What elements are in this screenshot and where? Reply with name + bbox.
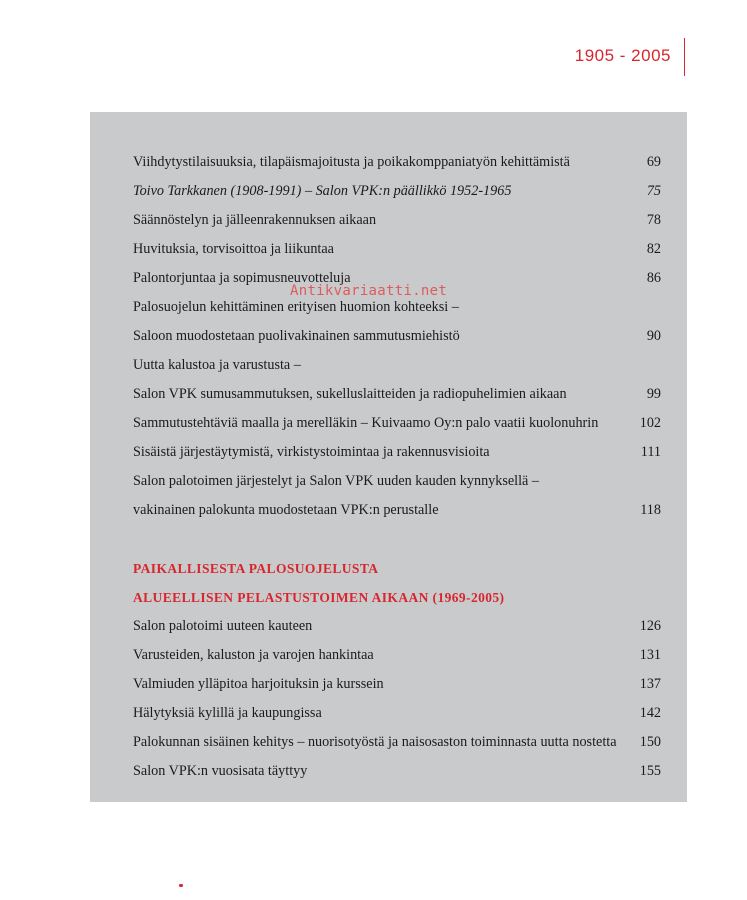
toc-entry	[133, 409, 661, 438]
toc-entry	[133, 148, 661, 177]
toc-entry-title: Palokunnan sisäinen kehitys – nuorisotyöstä ja naisosaston toiminnasta uutta nostetta	[133, 734, 617, 750]
toc-entry-page-number: 131	[639, 647, 661, 663]
toc-entry-page-number: 99	[646, 386, 661, 402]
section-heading-line-2: ALUEELLISEN PELASTUSTOIMEN AIKAAN (1969-2005)	[133, 590, 505, 605]
toc-entry	[133, 641, 661, 670]
toc-entry-title: Sisäistä järjestäytymistä, virkistystoimintaa ja rakennusvisioita	[133, 444, 490, 460]
toc-entry-title: Salon palotoimen järjestelyt ja Salon VPK uuden kauden kynnyksellä –	[133, 473, 539, 489]
toc-entry	[133, 757, 661, 786]
section-heading-line-1: PAIKALLISESTA PALOSUOJELUSTA	[133, 561, 379, 576]
toc-entry-page-number: 78	[646, 212, 661, 228]
toc-entry	[133, 322, 661, 351]
toc-entry-title: Palosuojelun kehittäminen erityisen huomion kohteeksi –	[133, 299, 459, 315]
toc-entry	[133, 351, 661, 380]
toc-entry-page-number: 142	[639, 705, 661, 721]
toc-entry	[133, 235, 661, 264]
toc-entry-title: Salon VPK:n vuosisata täyttyy	[133, 763, 308, 779]
toc-entry	[133, 612, 661, 641]
toc-entry-title: Valmiuden ylläpitoa harjoituksin ja kurssein	[133, 676, 384, 692]
toc-entry-title: Uutta kalustoa ja varustusta –	[133, 357, 301, 373]
toc-part-1	[133, 148, 661, 525]
toc-entry-title: Varusteiden, kaluston ja varojen hankintaa	[133, 647, 374, 663]
toc-entry-title: Saloon muodostetaan puolivakinainen sammutusmiehistö	[133, 328, 460, 344]
toc-entry-title: Palontorjuntaa ja sopimusneuvotteluja	[133, 270, 351, 286]
toc-entry	[133, 177, 661, 206]
toc-entry-title: Säännöstelyn ja jälleenrakennuksen aikaan	[133, 212, 377, 228]
toc-entry-page-number: 155	[639, 763, 661, 779]
toc-entry-title: Toivo Tarkkanen (1908-1991) – Salon VPK:n päällikkö 1952-1965	[133, 183, 512, 199]
toc-entry	[133, 467, 661, 496]
toc-entry	[133, 728, 661, 757]
toc-entry-page-number: 69	[646, 154, 661, 170]
toc-entry-page-number: 126	[639, 618, 661, 634]
toc-part-2	[133, 612, 661, 786]
toc-entry	[133, 699, 661, 728]
toc-entry-title: Huvituksia, torvisoittoa ja liikuntaa	[133, 241, 334, 257]
toc-entry	[133, 670, 661, 699]
toc-entry-page-number: 75	[646, 183, 661, 199]
toc-entry	[133, 380, 661, 409]
toc-entry-page-number: 111	[640, 444, 661, 460]
toc-entry-title: Salon VPK sumusammutuksen, sukelluslaitteiden ja radiopuhelimien aikaan	[133, 386, 567, 402]
toc-entry-title: Hälytyksiä kylillä ja kaupungissa	[133, 705, 322, 721]
toc-entry-title: vakinainen palokunta muodostetaan VPK:n perustalle	[133, 502, 439, 518]
toc-entry-title: Sammutustehtäviä maalla ja merelläkin – Kuivaamo Oy:n palo vaatii kuolonuhrin	[133, 415, 599, 431]
toc-entry	[133, 438, 661, 467]
section-spacer	[133, 525, 661, 554]
toc-entry	[133, 206, 661, 235]
toc-entry-title: Viihdytystilaisuuksia, tilapäismajoitusta ja poikakomppaniatyön kehittämistä	[133, 154, 570, 170]
toc-entry-page-number: 90	[646, 328, 661, 344]
table-of-contents-panel	[90, 112, 687, 802]
toc-entry	[133, 496, 661, 525]
toc-entry-page-number: 102	[639, 415, 661, 431]
decorative-dot	[179, 884, 183, 887]
table-of-contents	[133, 148, 661, 786]
toc-entry-page-number: 118	[640, 502, 661, 518]
header-divider	[684, 38, 685, 76]
toc-entry-title: Salon palotoimi uuteen kauteen	[133, 618, 313, 634]
watermark-text: Antikvariaatti.net	[290, 283, 448, 299]
toc-entry-page-number: 150	[639, 734, 661, 750]
toc-entry-page-number: 86	[646, 270, 661, 286]
page-header-years: 1905 - 2005	[574, 46, 671, 65]
toc-entry-page-number: 82	[646, 241, 661, 257]
toc-entry-page-number: 137	[639, 676, 661, 692]
